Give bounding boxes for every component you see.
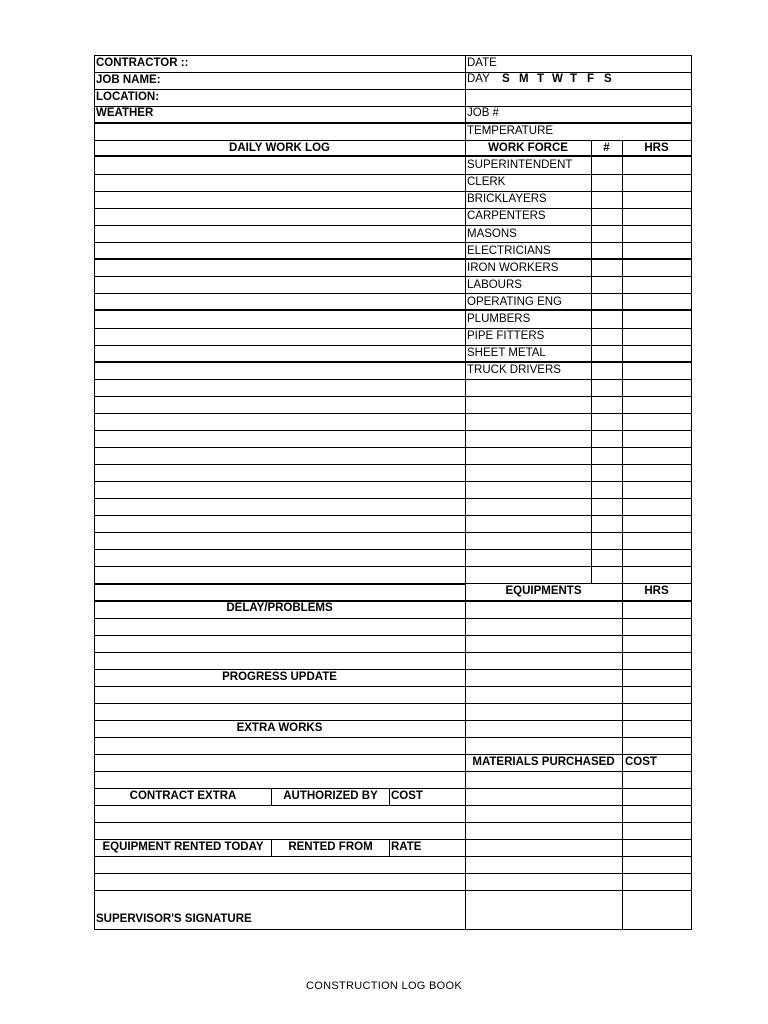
grid-line [94, 566, 691, 567]
grid-line [465, 55, 466, 929]
grid-line [94, 703, 465, 704]
day-letter: T [537, 73, 545, 85]
rate-header: RATE [391, 841, 422, 853]
grid-line [465, 686, 691, 687]
grid-line [465, 140, 691, 141]
trade-label: MASONS [467, 227, 517, 240]
grid-line [94, 720, 465, 721]
trade-label: CARPENTERS [467, 210, 546, 223]
trade-label: PLUMBERS [467, 312, 531, 325]
grid-line [94, 242, 691, 243]
grid-line [465, 788, 691, 789]
grid-line [691, 55, 692, 930]
day-letter: T [570, 73, 578, 85]
footer-title: CONSTRUCTION LOG BOOK [305, 980, 463, 992]
trade-label: CLERK [467, 176, 506, 189]
grid-line [465, 754, 691, 755]
hrs-header: HRS [644, 142, 669, 154]
grid-line [94, 686, 465, 687]
trade-label: BRICKLAYERS [467, 193, 547, 206]
trade-label: ELECTRICIANS [467, 244, 551, 257]
job-number-label: JOB # [467, 107, 499, 119]
contract-cost-header: COST [391, 790, 423, 802]
grid-line [94, 771, 465, 772]
date-label: DATE [467, 57, 497, 69]
grid-line [94, 754, 465, 755]
grid-line [465, 873, 691, 874]
grid-line [94, 140, 465, 141]
grid-line [389, 788, 390, 805]
grid-line [94, 737, 465, 738]
work-force-header: WORK FORCE [488, 142, 568, 154]
grid-line [94, 652, 465, 653]
grid-line [94, 890, 465, 891]
rented-from-header: RENTED FROM [288, 841, 373, 853]
grid-line [465, 890, 691, 891]
grid-line [94, 481, 691, 482]
materials-cost-header: COST [625, 756, 657, 768]
authorized-by-header: AUTHORIZED BY [283, 790, 378, 802]
grid-line [94, 72, 691, 73]
materials-purchased-header: MATERIALS PURCHASED [472, 756, 615, 768]
day-letter: S [502, 73, 510, 85]
grid-line [94, 549, 691, 550]
grid-line [465, 822, 691, 823]
grid-line [465, 703, 691, 704]
grid-line [94, 669, 465, 670]
grid-line [94, 155, 691, 157]
grid-line [94, 293, 691, 294]
grid-line [94, 618, 465, 619]
grid-line [94, 600, 691, 602]
grid-line [591, 140, 592, 584]
grid-line [94, 839, 465, 840]
contract-extra-header: CONTRACT EXTRA [129, 790, 237, 802]
day-letter: W [552, 73, 563, 85]
trade-label: OPERATING ENG [467, 295, 562, 308]
grid-line [465, 720, 691, 721]
grid-line [465, 618, 691, 619]
day-letter: S [604, 73, 612, 85]
grid-line [94, 258, 691, 260]
equipment-rented-header: EQUIPMENT RENTED TODAY [102, 841, 264, 853]
grid-line [465, 839, 691, 840]
grid-line [94, 805, 465, 806]
grid-line [94, 788, 465, 789]
contractor-label: CONTRACTOR :: [96, 57, 189, 69]
day-letter: F [587, 73, 595, 85]
equipments-hrs-header: HRS [644, 585, 669, 597]
grid-line [94, 929, 692, 930]
grid-line [465, 771, 691, 772]
grid-line [622, 140, 623, 929]
grid-line [94, 498, 691, 499]
daily-work-log-title: DAILY WORK LOG [229, 142, 330, 154]
grid-line [94, 856, 465, 857]
grid-line [94, 309, 691, 311]
grid-line [94, 464, 691, 465]
delay-problems-title: DELAY/PROBLEMS [226, 602, 333, 614]
weather-label: WEATHER [96, 107, 154, 119]
trade-label: IRON WORKERS [467, 261, 559, 274]
trade-label: LABOURS [467, 278, 522, 291]
temperature-label: TEMPERATURE [467, 125, 554, 137]
grid-line [94, 873, 465, 874]
grid-line [465, 856, 691, 857]
day-letter: M [519, 73, 529, 85]
grid-line [389, 839, 390, 856]
grid-line [94, 174, 691, 175]
grid-line [94, 55, 691, 56]
job-name-label: JOB NAME: [96, 74, 161, 86]
trade-label: SUPERINTENDENT [467, 159, 573, 172]
grid-line [94, 396, 691, 397]
grid-line [94, 89, 691, 90]
grid-line [94, 122, 691, 124]
grid-line [465, 805, 691, 806]
grid-line [465, 737, 691, 738]
grid-line [94, 532, 691, 533]
count-header: # [603, 142, 610, 154]
grid-line [94, 413, 691, 414]
grid-line [94, 379, 691, 380]
trade-label: TRUCK DRIVERS [467, 363, 561, 376]
grid-line [94, 515, 691, 516]
grid-line [94, 106, 691, 107]
grid-line [465, 652, 691, 653]
grid-line [94, 430, 691, 431]
grid-line [94, 208, 691, 209]
grid-line [94, 361, 691, 363]
construction-log-form [94, 55, 691, 929]
grid-line [94, 225, 691, 226]
day-label: DAY [467, 73, 490, 85]
progress-update-title: PROGRESS UPDATE [222, 671, 337, 683]
grid-line [465, 669, 691, 670]
grid-line [94, 191, 691, 192]
location-label: LOCATION: [96, 91, 160, 103]
trade-label: SHEET METAL [467, 346, 546, 359]
grid-line [94, 822, 465, 823]
equipments-header: EQUIPMENTS [505, 585, 582, 597]
grid-line [94, 328, 691, 329]
grid-line [94, 276, 691, 277]
grid-line [94, 584, 465, 585]
extra-works-title: EXTRA WORKS [236, 722, 323, 734]
grid-line [94, 447, 691, 448]
supervisor-signature-label: SUPERVISOR'S SIGNATURE [96, 913, 252, 925]
grid-line [94, 635, 465, 636]
grid-line [94, 345, 691, 346]
grid-line [465, 635, 691, 636]
trade-label: PIPE FITTERS [467, 329, 545, 342]
